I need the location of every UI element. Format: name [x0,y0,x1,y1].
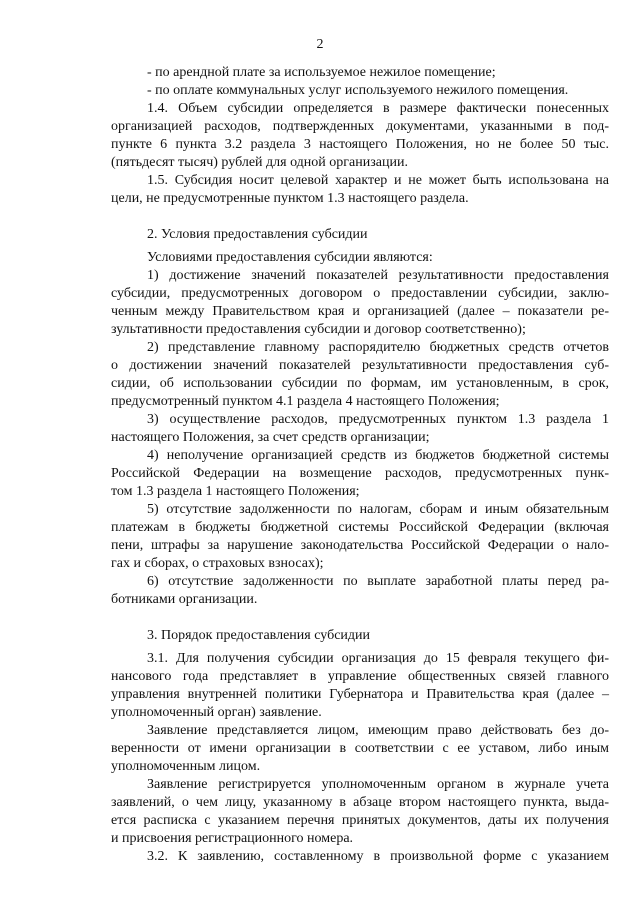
text-line: том 1.3 раздела 1 настоящего Положения; [111,484,360,499]
text-line: 4) неполучение организацией средств из бюджетов бюджетной системы [147,448,609,463]
text-line: и присвоения регистрационного номера. [111,831,354,846]
text-line: Заявление представляется лицом, имеющим право действовать без до- [147,723,609,738]
text-line: заявлений, о чем лицу, указанному в абзаце втором настоящего пункта, выда- [111,795,609,810]
text-line: настоящего Положения, за счет средств организации; [111,430,430,445]
text-line: зультативности предоставления субсидии и договор соответственно); [111,322,526,337]
text-line: Условиями предоставления субсидии являются: [147,250,433,265]
text-line: ботниками организации. [111,592,258,607]
text-line: - по оплате коммунальных услуг используемого нежилого помещения. [147,83,569,98]
text-line: 1.4. Объем субсидии определяется в размере фактически понесенных [147,101,609,116]
text-line: 3.2. К заявлению, составленному в произвольной форме с указанием [147,849,609,864]
text-line: нансового года представляет в управление общественных связей главного [111,669,609,684]
text-line: о достижении значений показателей результативности предоставления суб- [111,358,609,373]
text-line: управления внутренней политики Губернатора и Правительства края (далее – [111,687,609,702]
text-line: 6) отсутствие задолженности по выплате заработной платы перед ра- [147,574,609,589]
text-line: Заявление регистрируется уполномоченным органом в журнале учета [147,777,609,792]
text-line: 5) отсутствие задолженности по налогам, сборам и иным обязательным [147,502,609,517]
text-line: 2) представление главному распорядителю бюджетных средств отчетов [147,340,609,355]
text-line: гах и сборах, о страховых взносах); [111,556,324,571]
text-line: платежам в бюджеты бюджетной системы Российской Федерации (включая [111,520,609,535]
text-line: цели, не предусмотренные пунктом 1.3 настоящего раздела. [111,191,469,206]
text-line: 3. Порядок предоставления субсидии [147,628,371,643]
text-line: ется расписка с указанием перечня принятых документов, даты их получения [111,813,609,828]
text-line: (пятьдесят тысяч) рублей для одной организации. [111,155,408,170]
text-line: Российской Федерации на возмещение расходов, предусмотренных пунк- [111,466,609,481]
text-line: субсидии, предусмотренных договором о предоставлении субсидии, заклю- [111,286,609,301]
paragraph-spacer [111,609,609,627]
text-line: ченным между Правительством края и организацией (далее – показатели ре- [111,304,609,319]
text-line: пункте 6 пункта 3.2 раздела 3 настоящего Положения, но не более 50 тыс. [111,137,609,152]
text-line: уполномоченный орган) заявление. [111,705,322,720]
text-line: уполномоченным лицом. [111,759,261,774]
text-line: 2. Условия предоставления субсидии [147,227,368,242]
text-line: веренности от имени организации в соответствии с ее уставом, либо иным [111,741,609,756]
text-line: - по арендной плате за используемое нежилое помещение; [147,65,496,80]
page-number: 2 [316,37,324,52]
text-line: 1.5. Субсидия носит целевой характер и не может быть использована на [147,173,609,188]
text-line: 3.1. Для получения субсидии организация до 15 февраля текущего фи- [147,651,609,666]
text-line: организацией расходов, подтвержденных документами, указанными в под- [111,119,609,134]
text-line: предусмотренный пунктом 4.1 раздела 4 настоящего Положения; [111,394,500,409]
text-line: 1) достижение значений показателей результативности предоставления [147,268,609,283]
paragraph-spacer [111,208,609,226]
text-line: пени, штрафы за нарушение законодательства Российской Федерации о нало- [111,538,609,553]
text-line: 3) осуществление расходов, предусмотренных пунктом 1.3 раздела 1 [147,412,609,427]
text-line: сидии, об использовании субсидии по формам, им установленным, в срок, [111,376,609,391]
document-body [111,64,609,866]
